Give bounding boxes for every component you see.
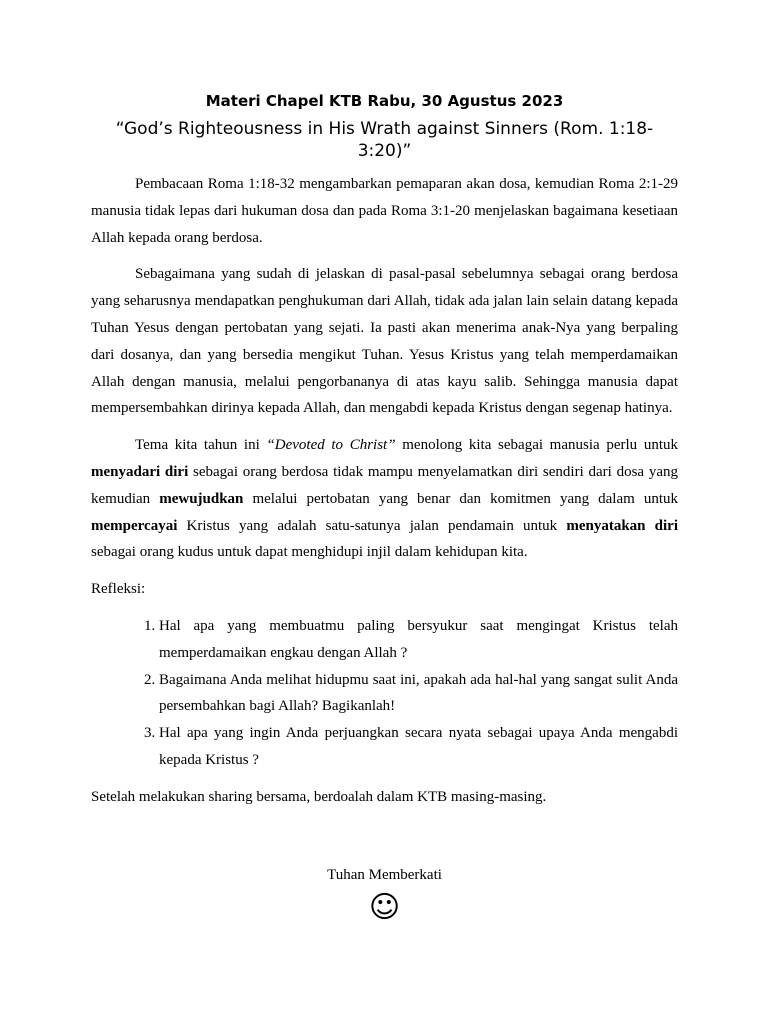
closing-instruction: Setelah melakukan sharing bersama, berdoalah dalam KTB masing-masing. xyxy=(91,788,547,805)
theme-name: “Devoted to Christ” xyxy=(266,437,396,454)
reflection-question: 2. Bagaimana Anda melihat hidupmu saat ini, apakah ada hal-hal yang sangat sulit Anda persembahkan bagi Allah? Bagikanlah! xyxy=(159,667,678,721)
keyword-menyatakan-diri: menyatakan diri xyxy=(566,517,678,534)
paragraph-theme xyxy=(91,432,678,566)
blessing-text: Tuhan Memberkati xyxy=(327,866,442,883)
keyword-mempercayai: mempercayai xyxy=(91,517,178,534)
subtitle-line-1: “God’s Righteousness in His Wrath against Sinners (Rom. 1:18- xyxy=(115,119,654,139)
reflection-question: 3. Hal apa yang ingin Anda perjuangkan secara nyata sebagai upaya Anda mengabdi kepada Kristus ? xyxy=(159,720,678,774)
smiley-icon: ☺ xyxy=(368,889,401,925)
subtitle-line-2: 3:20)” xyxy=(357,141,412,161)
theme-text-3: sebagai orang berdosa tidak mampu menyelamatkan diri sendiri dari dosa yang kemudian xyxy=(91,463,678,507)
theme-text-6: sebagai orang kudus untuk dapat menghidupi injil dalam kehidupan kita. xyxy=(91,544,528,561)
document-page xyxy=(91,88,678,925)
theme-text-2: menolong kita sebagai manusia perlu untuk xyxy=(395,437,678,454)
reflection-label: Refleksi: xyxy=(91,581,146,598)
paragraph-intro: Pembacaan Roma 1:18-32 mengambarkan pemaparan akan dosa, kemudian Roma 2:1-29 manusia tidak lepas dari hukuman dosa dan pada Roma 3:1-20 menjelaskan bagaimana kesetiaan Allah kepada orang berdosa. xyxy=(91,176,678,246)
reflection-questions xyxy=(91,613,678,774)
document-subtitle xyxy=(91,118,678,162)
theme-text-1: Tema kita tahun ini xyxy=(135,437,267,454)
keyword-menyadari-diri: menyadari diri xyxy=(91,463,189,480)
keyword-mewujudkan: mewujudkan xyxy=(159,490,244,507)
document-body xyxy=(91,171,678,811)
paragraph-explanation: Sebagaimana yang sudah di jelaskan di pasal-pasal sebelumnya sebagai orang berdosa yang seharusnya mendapatkan penghukuman dari Allah, tidak ada jalan lain selain datang kepada Tuhan Yesus dengan pertobatan yang sejati. Ia pasti akan menerima anak-Nya yang berpaling dari dosanya, dan yang bersedia mengikut Tuhan. Yesus Kristus yang telah memperdamaikan Allah dengan manusia, melalui pengorbananya di atas kayu salib. Sehingga manusia dapat mempersembahkan dirinya kepada Allah, dan mengabdi kepada Kristus dengan segenap hatinya. xyxy=(91,266,678,417)
document-title: Materi Chapel KTB Rabu, 30 Agustus 2023 xyxy=(205,92,564,110)
theme-text-5: Kristus yang adalah satu-satunya jalan pendamain untuk xyxy=(177,517,567,534)
theme-text-4: melalui pertobatan yang benar dan komitmen yang dalam untuk xyxy=(243,490,679,507)
reflection-question: 1. Hal apa yang membuatmu paling bersyukur saat mengingat Kristus telah memperdamaikan engkau dengan Allah ? xyxy=(159,613,678,667)
